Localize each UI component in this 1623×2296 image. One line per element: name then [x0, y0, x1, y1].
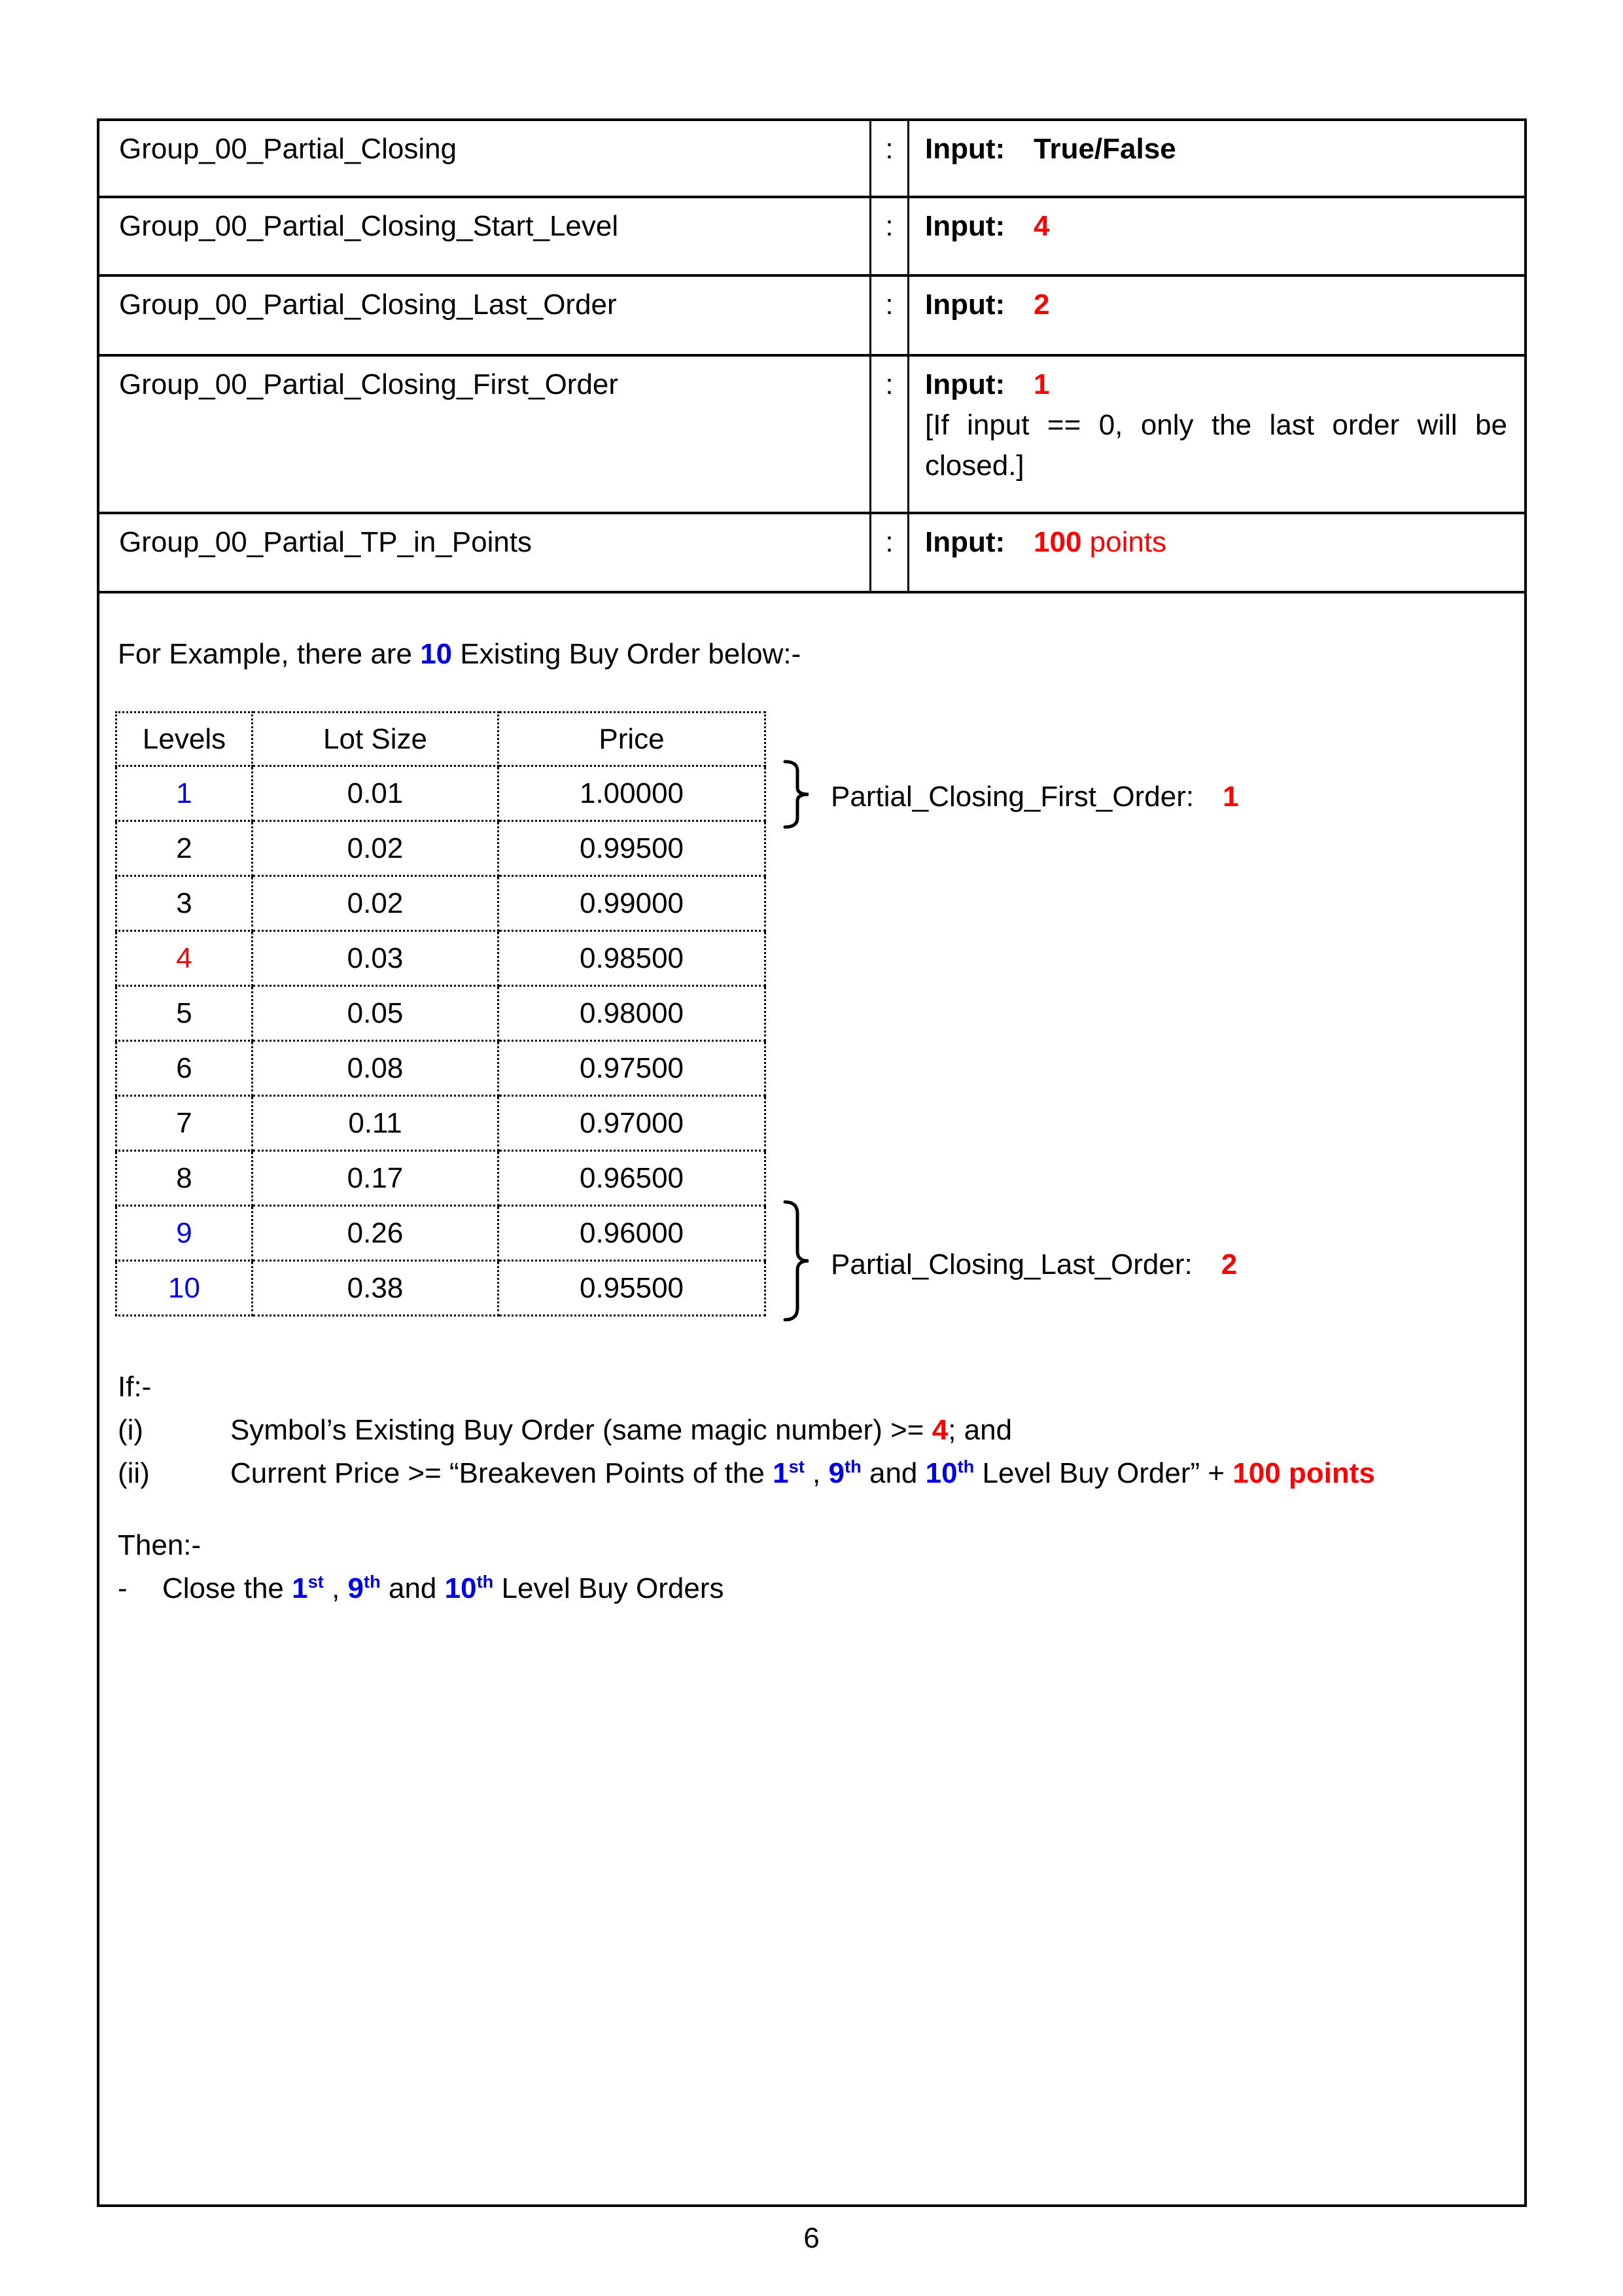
close-action-t1: Close the — [162, 1572, 292, 1604]
example-intro — [118, 634, 801, 675]
input-value: True/False — [1034, 133, 1176, 165]
table-row — [116, 1206, 765, 1261]
level-cell: 5 — [116, 986, 253, 1041]
price-cell: 0.98000 — [498, 986, 765, 1041]
price-cell: 0.95500 — [498, 1261, 765, 1316]
price-cell: 0.99500 — [498, 821, 765, 876]
close-action-text — [162, 1567, 1505, 1610]
close-action-line — [118, 1567, 1505, 1610]
param-row-tp-points — [99, 514, 1524, 593]
table-row — [116, 986, 765, 1041]
table-row — [116, 821, 765, 876]
level-cell: 4 — [116, 931, 253, 986]
annotation-value: 2 — [1221, 1248, 1238, 1280]
intro-count: 10 — [420, 638, 453, 670]
last-order-annotation — [831, 1245, 1237, 1285]
table-row — [116, 1151, 765, 1206]
condition-ii-t3: and — [861, 1457, 926, 1489]
input-value: 1 — [1034, 368, 1050, 400]
param-colon: : — [869, 121, 909, 196]
param-name: Group_00_Partial_Closing_Last_Order — [119, 289, 617, 321]
table-row — [116, 766, 765, 821]
ordinal-9th: 9th — [828, 1456, 862, 1489]
input-label: Input: — [925, 210, 1005, 242]
level-cell: 10 — [116, 1261, 253, 1316]
price-cell: 0.97000 — [498, 1096, 765, 1151]
conditions-block — [118, 1366, 1505, 1610]
param-name: Group_00_Partial_Closing — [119, 133, 457, 165]
lot-cell: 0.02 — [253, 876, 498, 931]
orders-table — [115, 711, 766, 1316]
param-input-cell — [909, 121, 1524, 196]
input-value: 2 — [1034, 289, 1050, 321]
param-name: Group_00_Partial_TP_in_Points — [119, 526, 532, 558]
table-row — [116, 931, 765, 986]
lot-cell: 0.03 — [253, 931, 498, 986]
condition-ii-highlight: 100 points — [1232, 1457, 1375, 1489]
param-colon: : — [869, 198, 909, 274]
level-cell: 9 — [116, 1206, 253, 1261]
input-value-suffix: points — [1081, 526, 1167, 558]
lot-cell: 0.08 — [253, 1041, 498, 1096]
ordinal-1st: 1st — [292, 1571, 324, 1604]
level-cell: 7 — [116, 1096, 253, 1151]
input-label: Input: — [925, 526, 1005, 558]
condition-ii-text — [230, 1452, 1505, 1495]
price-cell: 0.96000 — [498, 1206, 765, 1261]
then-heading: Then:- — [118, 1529, 201, 1561]
lot-cell: 0.11 — [253, 1096, 498, 1151]
close-action-t3: and — [380, 1572, 445, 1604]
first-order-annotation — [831, 777, 1239, 817]
condition-ii-label: (ii) — [118, 1457, 150, 1489]
param-input-cell — [909, 198, 1524, 274]
close-action-t4: Level Buy Orders — [493, 1572, 724, 1604]
condition-ii-t4: Level Buy Order” + — [974, 1457, 1233, 1489]
level-cell: 8 — [116, 1151, 253, 1206]
intro-prefix: For Example, there are — [118, 638, 421, 670]
price-cell: 1.00000 — [498, 766, 765, 821]
condition-ii-t2: , — [804, 1457, 829, 1489]
condition-i — [118, 1409, 1505, 1452]
table-row — [116, 1261, 765, 1316]
param-row-first-order — [99, 357, 1524, 514]
price-cell: 0.99000 — [498, 876, 765, 931]
input-value: 4 — [1034, 210, 1050, 242]
param-colon: : — [869, 514, 909, 591]
table-row — [116, 1096, 765, 1151]
annotation-label: Partial_Closing_First_Order: — [831, 781, 1195, 813]
input-note: [If input == 0, only the last order will be closed.] — [925, 409, 1507, 482]
example-section — [99, 593, 1524, 2204]
condition-ii-t1: Current Price >= “Breakeven Points of the — [230, 1457, 773, 1489]
param-colon: : — [869, 357, 909, 512]
param-name: Group_00_Partial_Closing_First_Order — [119, 368, 619, 400]
price-cell: 0.98500 — [498, 931, 765, 986]
ordinal-1st: 1st — [773, 1456, 805, 1489]
annotation-value: 1 — [1223, 781, 1239, 813]
input-label: Input: — [925, 133, 1005, 165]
table-row — [116, 1041, 765, 1096]
close-action-bullet: - — [118, 1572, 128, 1604]
ordinal-10th: 10th — [444, 1571, 494, 1604]
page-number: 6 — [803, 2222, 820, 2254]
header-lot-size: Lot Size — [253, 713, 498, 766]
param-input-cell — [909, 357, 1524, 512]
table-row — [116, 876, 765, 931]
lot-cell: 0.17 — [253, 1151, 498, 1206]
price-cell: 0.97500 — [498, 1041, 765, 1096]
level-cell: 2 — [116, 821, 253, 876]
last-order-brace-icon — [780, 1200, 811, 1322]
param-input-cell — [909, 514, 1524, 591]
input-label: Input: — [925, 289, 1005, 321]
settings-box — [97, 118, 1527, 2207]
param-colon: : — [869, 277, 909, 354]
if-heading: If:- — [118, 1371, 152, 1403]
condition-i-t1: Symbol’s Existing Buy Order (same magic number) >= — [230, 1414, 932, 1446]
param-row-partial-closing — [99, 121, 1524, 198]
param-name: Group_00_Partial_Closing_Start_Level — [119, 210, 619, 242]
lot-cell: 0.01 — [253, 766, 498, 821]
condition-ii — [118, 1452, 1505, 1495]
param-row-start-level — [99, 198, 1524, 277]
level-cell: 3 — [116, 876, 253, 931]
condition-i-text — [230, 1409, 1505, 1452]
close-action-t2: , — [323, 1572, 348, 1604]
condition-i-label: (i) — [118, 1414, 144, 1446]
level-cell: 6 — [116, 1041, 253, 1096]
level-cell: 1 — [116, 766, 253, 821]
condition-i-t2: ; and — [948, 1414, 1013, 1446]
lot-cell: 0.02 — [253, 821, 498, 876]
ordinal-10th: 10th — [925, 1456, 975, 1489]
header-levels: Levels — [116, 713, 253, 766]
ordinal-9th: 9th — [347, 1571, 381, 1604]
param-row-last-order — [99, 277, 1524, 357]
price-cell: 0.96500 — [498, 1151, 765, 1206]
param-input-cell — [909, 277, 1524, 354]
first-order-brace-icon — [780, 760, 811, 829]
input-label: Input: — [925, 368, 1005, 400]
lot-cell: 0.26 — [253, 1206, 498, 1261]
intro-suffix: Existing Buy Order below:- — [452, 638, 801, 670]
lot-cell: 0.05 — [253, 986, 498, 1041]
input-value: 100 — [1034, 526, 1082, 558]
annotation-label: Partial_Closing_Last_Order: — [831, 1248, 1193, 1280]
lot-cell: 0.38 — [253, 1261, 498, 1316]
condition-i-value: 4 — [932, 1414, 949, 1446]
header-price: Price — [498, 713, 765, 766]
orders-table-header-row — [116, 713, 765, 766]
